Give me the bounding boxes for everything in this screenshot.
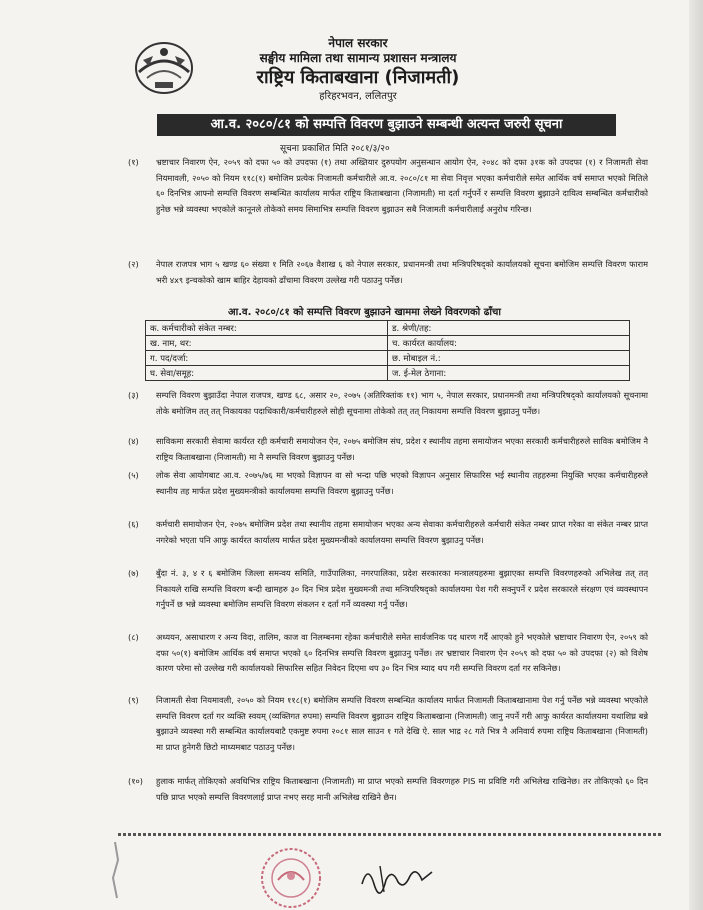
paragraph-text: लोक सेवा आयोगबाट आ.व. २०७५/७६ मा भएको विज्ञापन वा सो भन्दा पछि भएको विज्ञापन अनुसार सिफारिस भई स्थानीय तहहरुमा नियुक्ति भएका कर्मचारीहरुले स्थानीय तह मार्फत प्रदेश मुख्यमन्त्रीको कार्यालयमा सम्पत्ति विवरण बुझाउनु पर्नेछ। [156,470,648,496]
paragraph-3 [128,388,648,434]
paragraph-7 [128,566,648,628]
paragraph-number: (१०) [128,776,143,786]
paragraph-number: (८) [128,632,139,642]
paragraph-text: कर्मचारी समायोजन ऐन, २०७५ बमोजिम प्रदेश तथा स्थानीय तहमा समायोजन भएका अन्य सेवाका कर्मचारीहरुले कर्मचारी संकेत नम्बर प्राप्त गरेका वा संकेत नम्बर प्राप्त नगरेको भएता पनि आफु कार्यरत कार्यालय मार्फत प्रदेश मुख्यमन्त्रीको कार्यालयमा सम्पत्ति विवरण बुझाउनु पर्नेछ। [156,519,648,545]
paragraph-6 [128,517,648,563]
table-row [146,366,630,381]
paragraph-text: हुलाक मार्फत् तोकिएको अवधिभित्र राष्ट्रिय किताबखाना (निजामती) मा प्राप्त भएको सम्पत्ति विवरणहरु PIS मा प्रविष्टि गरी अभिलेख राखिनेछ। तर तोकिएको ६० दिन पछि प्राप्त भएको सम्पत्ति विवरणलाई प्राप्त नभए सरह मानी अभिलेख राखिने छैन। [156,776,648,802]
scan-smudge [106,840,124,900]
paragraph-2 [128,257,648,303]
paragraph-number: (२) [128,259,139,269]
table-cell: च. कार्यरत कार्यालय: [388,336,630,351]
header-line-ministry: सङ्घीय मामिला तथा सामान्य प्रशासन मन्त्रालय [259,51,457,65]
office-stamp [258,846,324,910]
paragraph-text: निजामती सेवा नियमावली, २०५० को नियम ११८(१) बमोजिम सम्पत्ति विवरण सम्बन्धित कार्यालय मार्फत निजामती किताबखानामा पेश गर्नु पर्नेछ भन्ने व्यवस्था भएकोले सम्पत्ति विवरण दर्ता गर व्यक्ति स्वयम् (व्यक्तिगत रुपमा) सम्पत्ति विवरण बुझाउन राष्ट्रिय किताबखाना (निजामती) जानु नपर्ने गरी आफु कार्यरत कार्यालयमा यथाशिघ्र बन्ने बुझाउने व्यवस्था गरी सम्बन्धित कार्यालयबाटै एकमुष्ट रुपमा २०८१ साल साउन १ गते देखि ऐ. साल भाद्र २८ गते भित्र नै अनिवार्य रुपमा राष्ट्रिय किताबखाना (निजामती) मा प्राप्त हुनेगरी छिटो माध्यमबाट पठाउनु पर्नेछ। [156,695,648,752]
paragraph-number: (९) [128,695,139,705]
paragraph-8 [128,630,648,692]
paragraph-5 [128,468,648,514]
paragraph-text: अध्ययन, असाधारण र अन्य विदा, तालिम, काज वा निलम्बनमा रहेका कर्मचारीले समेत सार्वजनिक पद धारण गर्दै आएको हुने भएकोले भ्रष्टाचार निवारण ऐन, २०५९ को दफा ५०(१) बमोजिम आर्थिक वर्ष समाप्त भएको ६० दिनभित्र सम्पत्ति विवरण बुझाउनु पर्नेछ। तर भ्रष्टाचार निवारण ऐन २०५९ को दफा ५० को उपदफा (२) को विशेष कारण परेमा सो उल्लेख गरी कार्यालयको सिफारिस सहित निवेदन दिएमा थप ३० दिन भित्र म्याद थप गरी सम्पत्ति विवरण दर्ता गर सकिनेछ। [156,632,648,673]
table-cell: ज. ई-मेल ठेगाना: [388,366,630,381]
notice-banner-title: आ.व. २०८०/८१ को सम्पत्ति विवरण बुझाउने सम्बन्धी अत्यन्त जरुरी सूचना [157,114,616,136]
paragraph-number: (१) [128,157,139,167]
paragraph-4 [128,434,648,465]
paragraph-number: (७) [128,568,139,578]
dashed-separator [118,833,663,836]
paragraph-text: भ्रष्टाचार निवारण ऐन, २०५९ को दफा ५० को उपदफा (१) तथा अख्तियार दुरुपयोग अनुसन्धान आयोग ऐन, २०४८ को दफा ३१क को उपदफा (१) र निजामती सेवा नियमावली, २०५० को नियम ११८(१) बमोजिम प्रत्येक निजामती कर्मचारीले आ.व. २०८०/८१ मा सेवा निवृत्त भएका कर्मचारीले समेत आर्थिक वर्ष समाप्त भएको मितिले ६० दिनभित्र आफ्नो सम्पत्ति विवरण सम्बन्धित कार्यालय मार्फत राष्ट्रिय किताबखाना (निजामती) मा दर्ता गर्नुपर्ने र सम्पत्ति विवरण बुझाउने दायित्व सम्बन्धित कर्मचारीको हुनेछ भन्ने व्यवस्था भएकोले कानूनले तोकेको समय सिमाभित्र सम्पत्ति विवरण बुझाउन सबै निजामती कर्मचारीलाई अनुरोध गरिन्छ। [156,157,648,214]
header-line-government: नेपाल सरकार [328,36,388,50]
handwritten-signature [358,858,438,898]
table-cell: ख. नाम, थर: [146,336,388,351]
header-line-address: हरिहरभवन, ललितपुर [319,91,397,102]
paragraph-text: बुँदा नं. ३, ४ र ६ बमोजिम जिल्ला समन्वय समिति, गाउँपालिका, नगरपालिका, प्रदेश सरकारका मन्त्रालयहरुमा बुझाएका सम्पत्ति विवरणहरुको अभिलेख तत् तत् निकायले राखि सम्पत्ति विवरण बन्दी खामहरु ३० दिन भित्र प्रदेश मुख्यमन्त्री तथा मन्त्रिपरिषद्को कार्यालयमा पेश गरी सक्नुपर्ने र प्रदेश सरकारले संरक्षण एवं व्यवस्थापन गर्नुपर्ने छ भन्ने व्यवस्था बमोजिम सम्पत्ति विवरण संकलन र दर्ता गर्ने व्यवस्था गर्नु पर्नेछ। [156,568,648,609]
paragraph-9 [128,693,648,771]
envelope-format-title: आ.व. २०८०/८१ को सम्पत्ति विवरण बुझाउने खाममा लेख्ने विवरणको ढाँचा [228,307,501,318]
paragraph-number: (६) [128,519,139,529]
paragraph-10 [128,774,648,820]
header-line-office: राष्ट्रिय किताबखाना (निजामती) [256,67,460,88]
envelope-format-table [145,320,630,381]
table-cell: ग. पद/दर्जा: [146,351,388,366]
table-cell: क. कर्मचारीको संकेत नम्बर: [146,321,388,336]
published-date: सूचना प्रकाशित मिति २०८१/३/२० [280,144,390,154]
table-row [146,336,630,351]
paragraph-text: नेपाल राजपत्र भाग ५ खण्ड ६० संख्या १ मिति २०६७ वैशाख ६ को नेपाल सरकार, प्रधानमन्त्री तथा मन्त्रिपरिषद्को कार्यालयको सूचना बमोजिम सम्पत्ति विवरण फाराम भरी ४x९ इन्चकोको खाम बाहिर देहायको ढाँचामा विवरण उल्लेख गरी पठाउनु पर्नेछ। [156,259,648,285]
table-row [146,321,630,336]
letterhead [128,36,588,103]
paragraph-number: (३) [128,390,139,400]
table-cell: ड. श्रेणी/तह: [388,321,630,336]
scan-edge [689,0,703,910]
table-cell: छ. मोबाइल नं.: [388,351,630,366]
paragraph-number: (४) [128,436,139,446]
table-cell: घ. सेवा/समूह: [146,366,388,381]
paragraph-number: (५) [128,470,139,480]
paragraph-text: सम्पत्ति विवरण बुझाउँदा नेपाल राजपत्र, खण्ड ६८, असार २०, २०७५ (अतिरिक्तांक ११) भाग ५, नेपाल सरकार, प्रधानमन्त्री तथा मन्त्रिपरिषद्को कार्यालयको सूचनामा तोके बमोजिम तत् तत् निकायका पदाधिकारी/कर्मचारीहरुले सोही सूचनामा तोकेको तत् तत् निकायमा सम्पत्ति विवरण बुझाउनु पर्नेछ। [156,390,648,416]
table-row [146,351,630,366]
paragraph-text: साविकमा सरकारी सेवामा कार्यरत रही कर्मचारी समायोजन ऐन, २०७५ बमोजिम संघ, प्रदेश र स्थानीय तहमा समायोजन भएका सरकारी कर्मचारीहरुले साविक बमोजिम नै राष्ट्रिय किताबखाना (निजामती) मा नै सम्पत्ति विवरण बुझाउनु पर्नेछ। [156,436,648,462]
